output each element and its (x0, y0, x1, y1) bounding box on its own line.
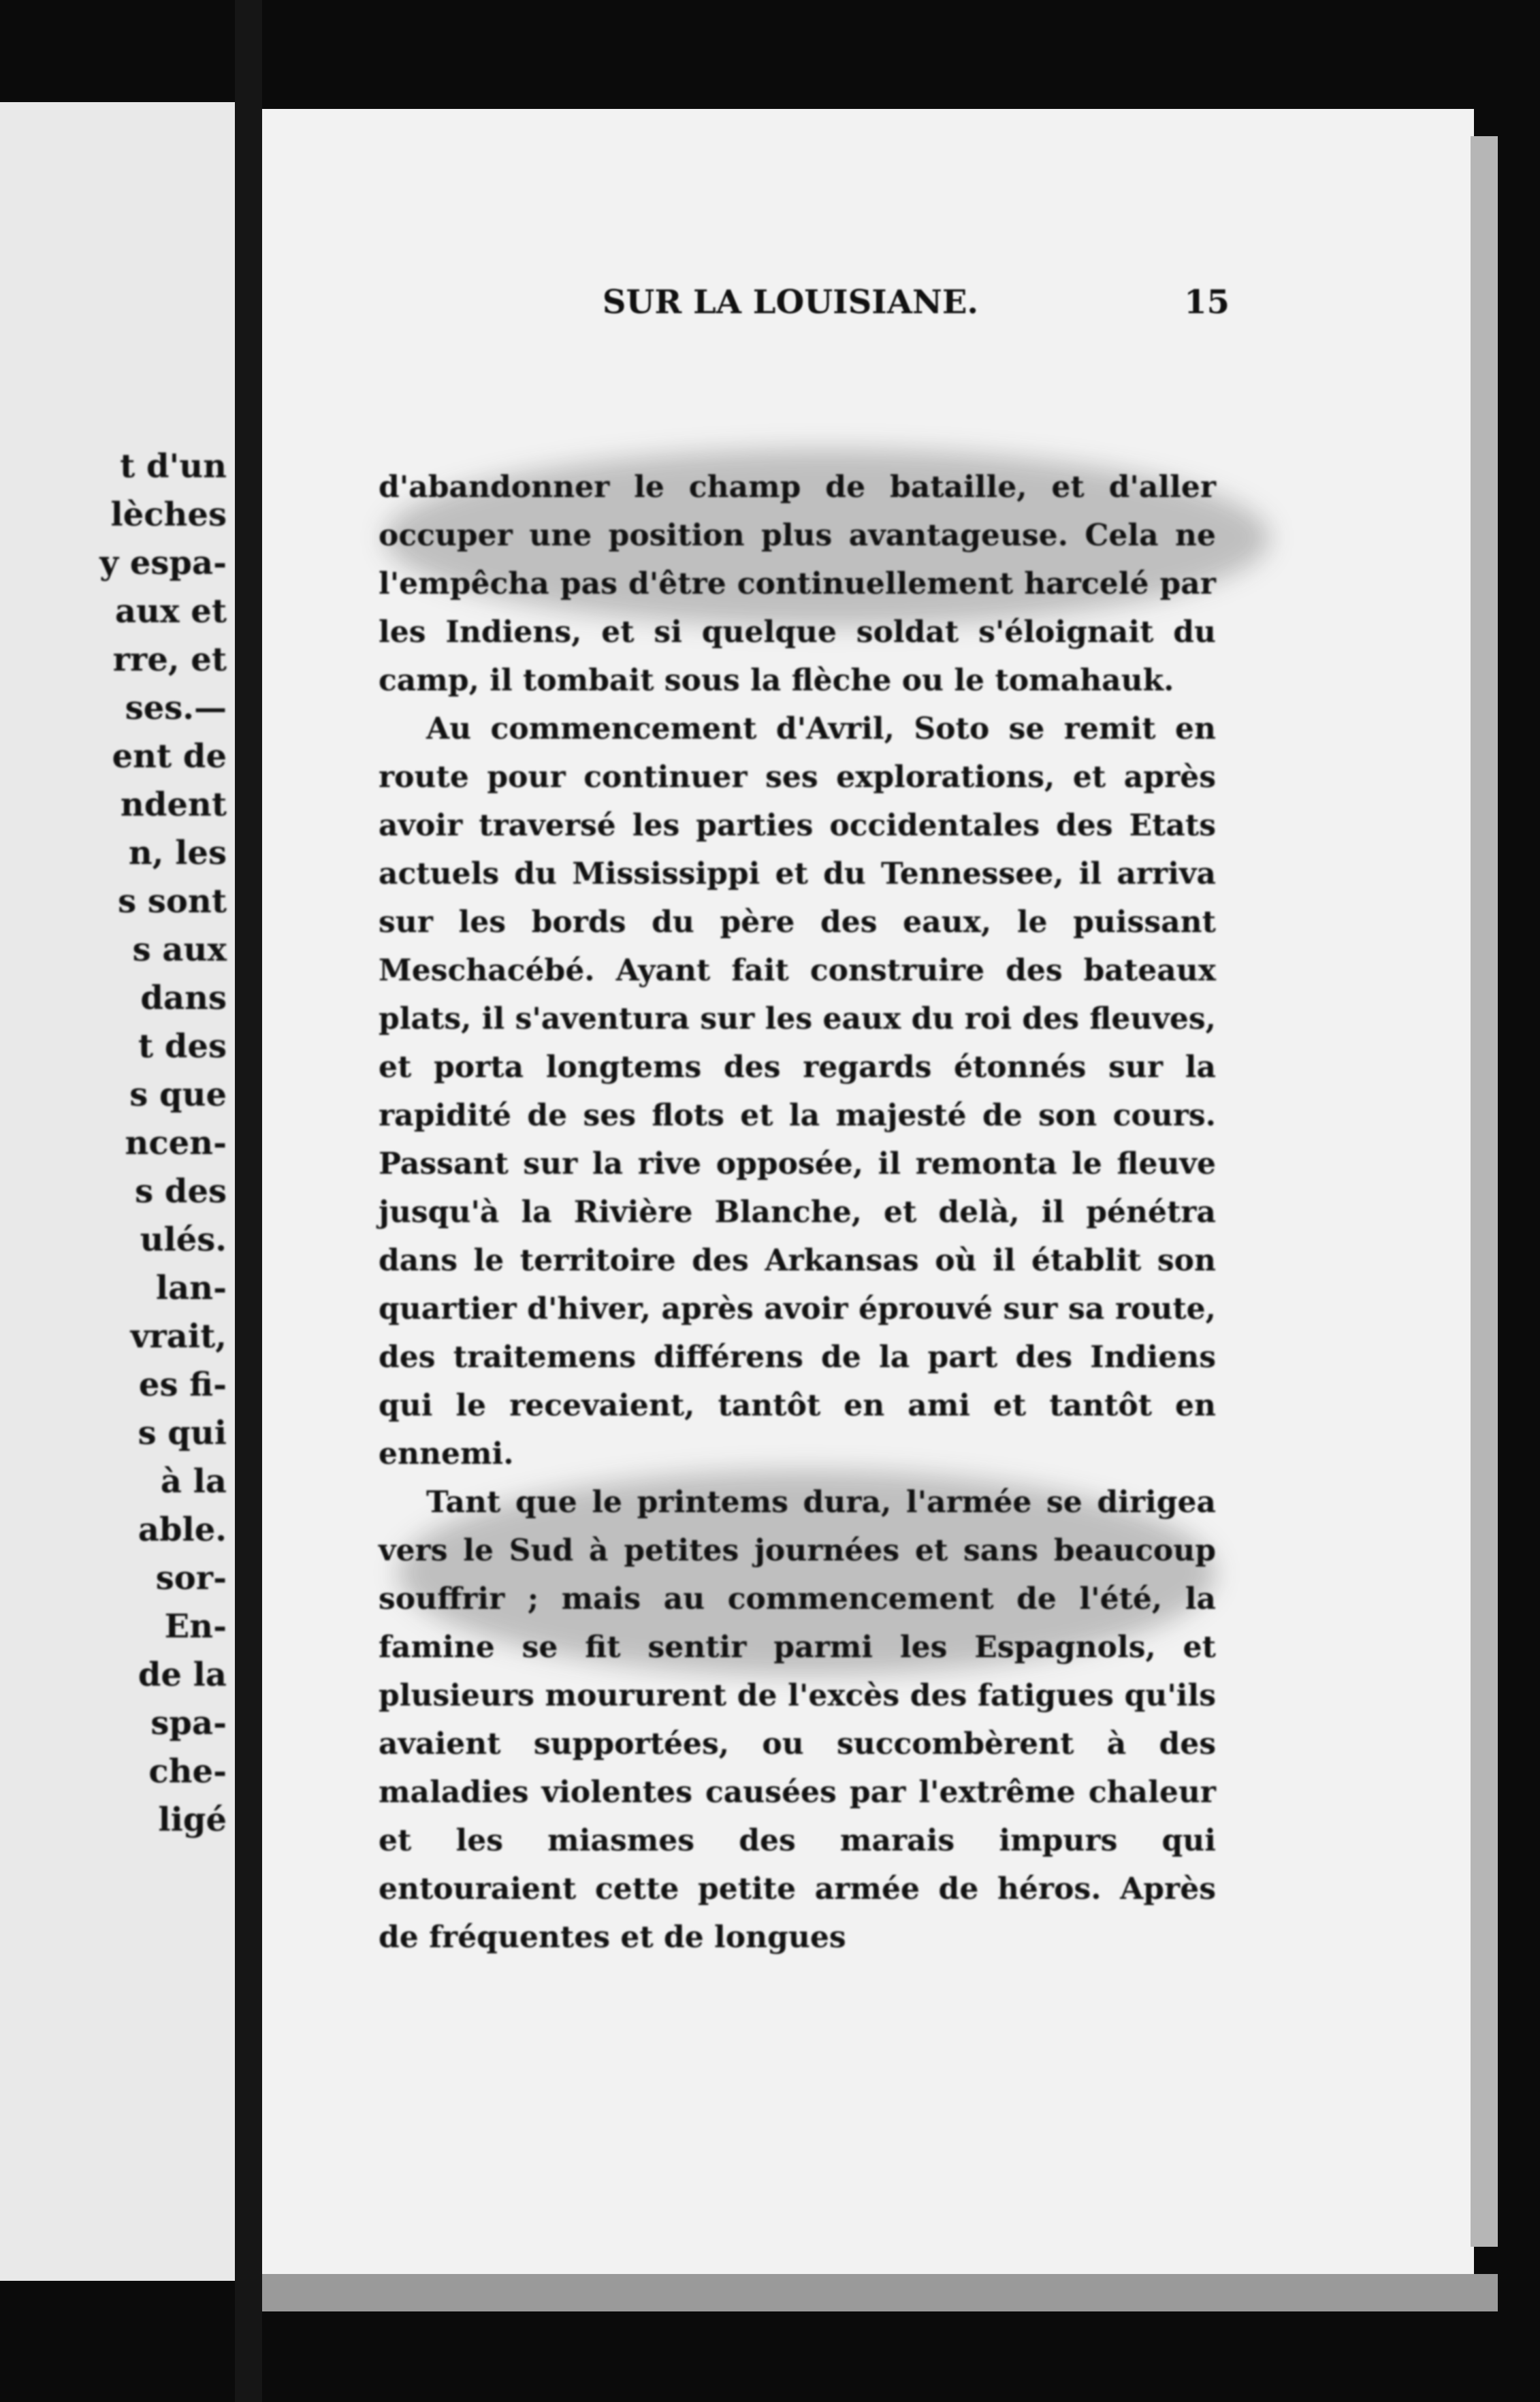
left-line: lan- (155, 1269, 227, 1307)
left-line: n, les (128, 834, 227, 872)
left-line: ulés. (140, 1221, 227, 1259)
left-line: t d'un (120, 447, 227, 485)
page-header (351, 283, 1230, 338)
left-line: de la (138, 1656, 227, 1694)
left-line: s des (135, 1172, 227, 1211)
page-bottom-edge (262, 2274, 1498, 2311)
left-line: aux et (114, 592, 227, 630)
left-line: ligé (158, 1801, 227, 1839)
page-edge (1471, 136, 1498, 2247)
paragraph: Au commencement d'Avril, Soto se remit en route pour continuer ses explorations, et après avoir traversé les parties occidentales des Etats actuels du Mississippi et du Tennessee, il arriva sur les bords du père des eaux, le puissant Meschacébé. Ayant fait construire des bateaux plats, il s'aventura sur les eaux du roi des fleuves, et porta longtems des regards étonnés sur la rapidité de ses flots et la majesté de son cours. Passant sur la rive opposée, il remonta le fleuve jusqu'à la Rivière Blanche, et delà, il pénétra dans le territoire des Arkansas où il établit son quartier d'hiver, après avoir éprouvé sur sa route, des traitemens différens de la part des Indiens qui le recevaient, tantôt en ami et tantôt en ennemi. (379, 711, 1216, 1471)
page-number: 15 (1184, 283, 1230, 321)
left-line: che- (148, 1752, 227, 1791)
left-line: s que (129, 1076, 227, 1114)
left-line: dans (140, 979, 227, 1017)
paragraph: d'abandonner le champ de bataille, et d'aller occuper une position plus avantageuse. Cela ne l'empêcha pas d'être continuellement harcelé par les Indiens, et si quelque soldat s'éloignait du camp, il tombait sous la flèche ou le tomahauk. (379, 470, 1216, 698)
body-text (379, 463, 1216, 1961)
left-line: ndent (120, 786, 227, 824)
left-line: En- (164, 1607, 227, 1646)
left-line: y espa- (99, 544, 227, 582)
left-line: sor- (155, 1559, 227, 1597)
left-line: ent de (112, 737, 227, 775)
left-line: s qui (138, 1414, 227, 1452)
left-line: t des (138, 1027, 227, 1066)
left-line: à la (160, 1462, 227, 1501)
running-head: SUR LA LOUISIANE. (602, 283, 979, 321)
left-line: ncen- (125, 1124, 227, 1162)
left-page-text (2, 443, 227, 1844)
left-line: ses.— (125, 689, 227, 727)
left-line: rre, et (112, 641, 227, 679)
left-line: s sont (118, 882, 227, 920)
book-gutter (235, 0, 262, 2402)
left-line: s aux (132, 931, 227, 969)
left-line: spa- (150, 1704, 227, 1742)
left-line: lèches (110, 496, 227, 534)
left-page (0, 102, 235, 2281)
paragraph: Tant que le printems dura, l'armée se dirigea vers le Sud à petites journées et sans beaucoup souffrir ; mais au commencement de l'été, la famine se fit sentir parmi les Espagnols, et plusieurs moururent de l'excès des fatigues qu'ils avaient supportées, ou succombèrent à des maladies violentes causées par l'extrême chaleur et les miasmes des marais impurs qui entouraient cette petite armée de héros. Après de fréquentes et de longues (379, 1485, 1216, 1955)
left-line: es fi- (138, 1366, 227, 1404)
left-line: able. (138, 1511, 227, 1549)
left-line: vrait, (130, 1317, 227, 1356)
